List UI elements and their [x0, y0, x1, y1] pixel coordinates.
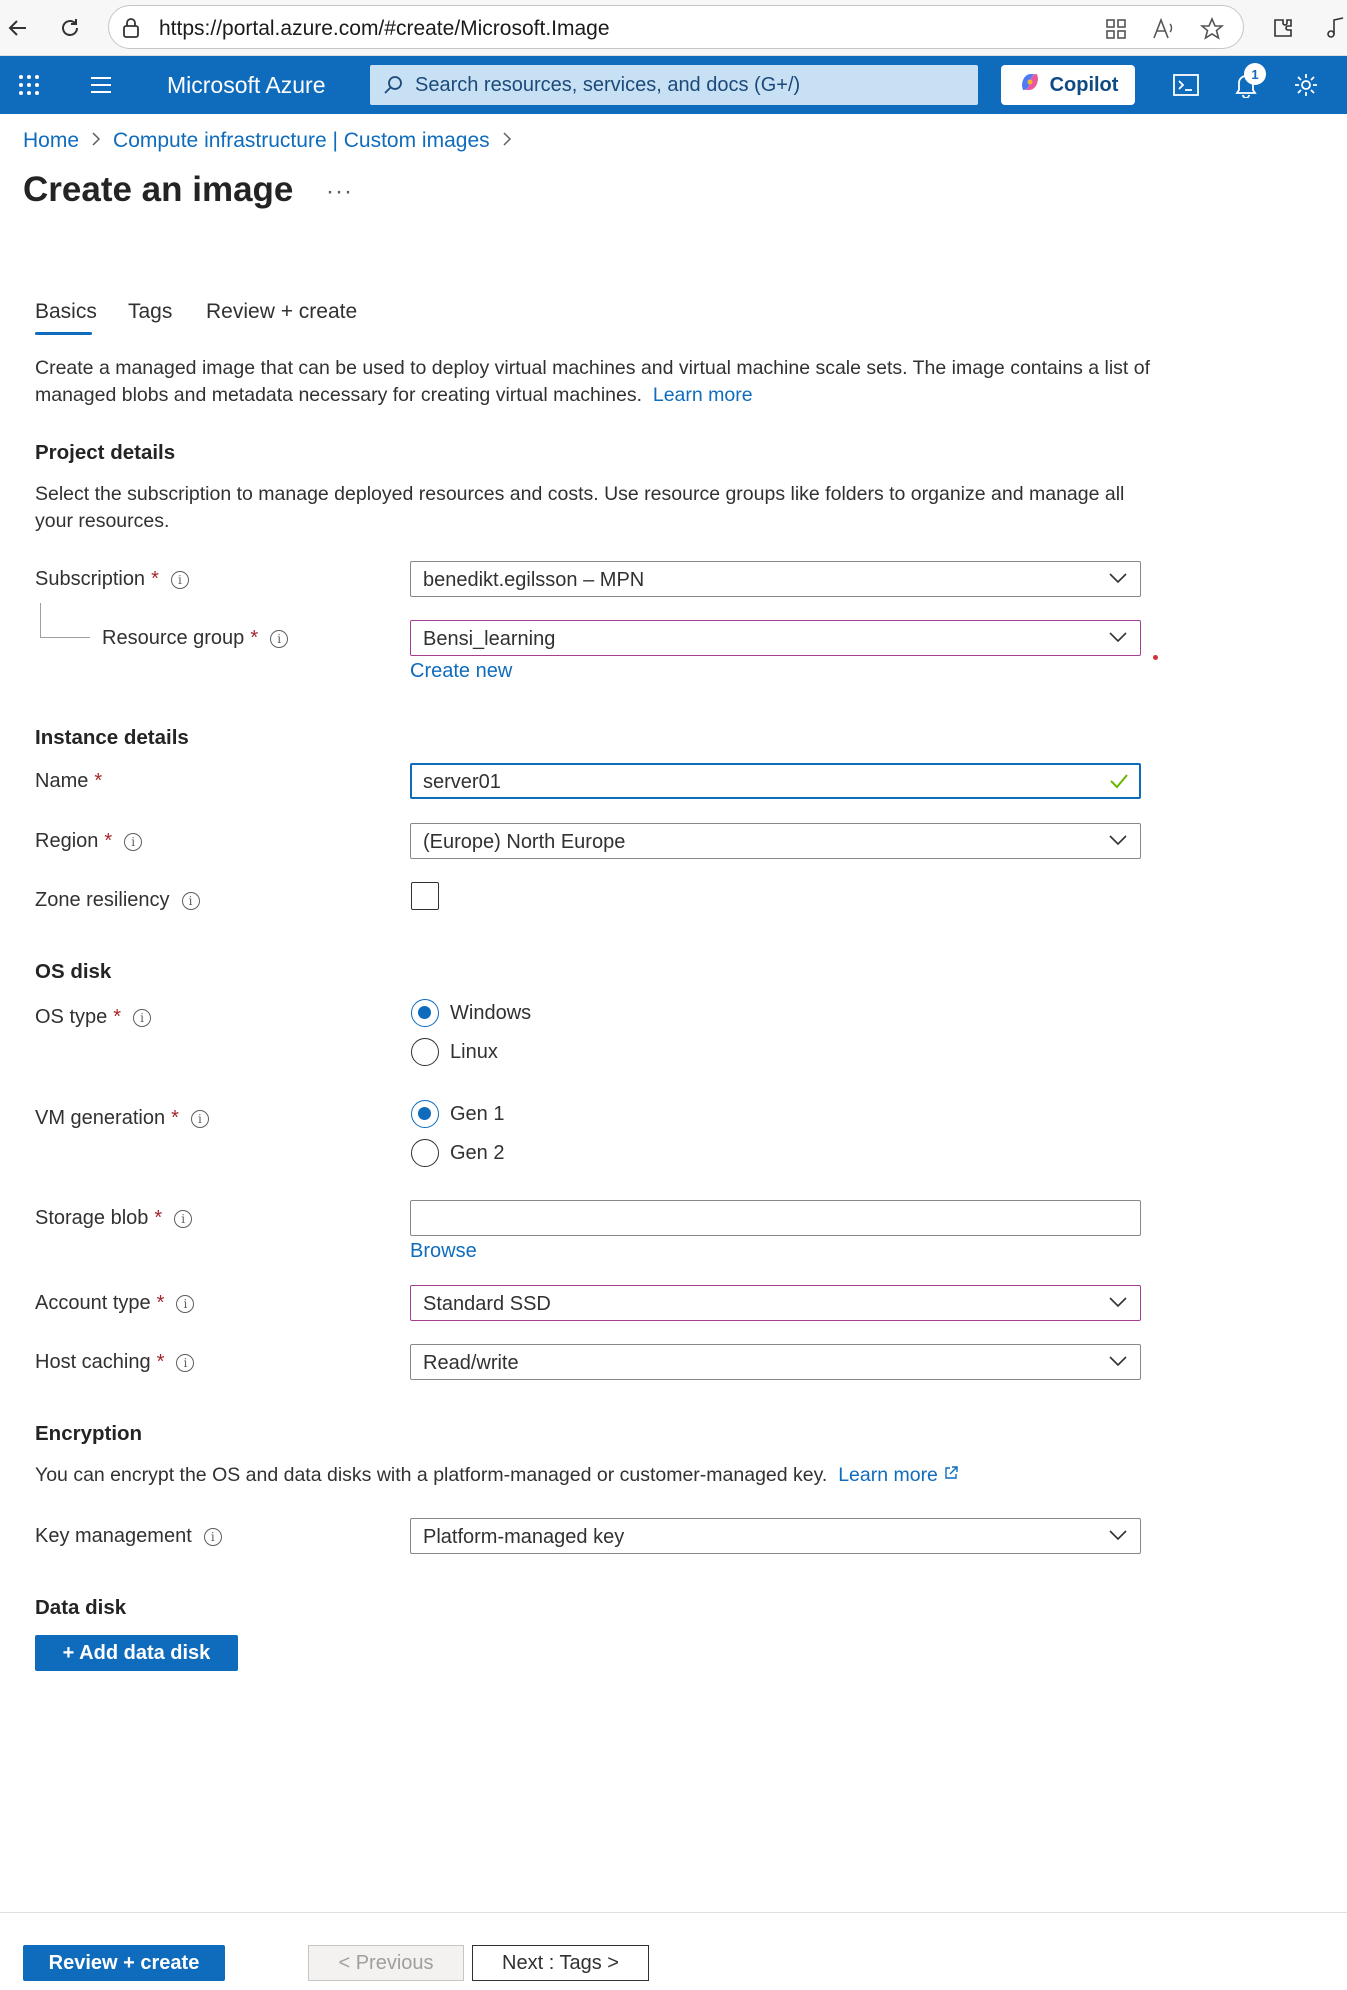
url-text: https://portal.azure.com/#create/Microsoft.Image — [159, 17, 610, 40]
breadcrumb — [23, 129, 512, 153]
os-type-label — [35, 1006, 151, 1029]
host-caching-value: Read/write — [423, 1352, 519, 1374]
key-management-dropdown[interactable] — [410, 1518, 1141, 1554]
copilot-label: Copilot — [1049, 73, 1119, 96]
account-type-label-text: Account type — [35, 1292, 151, 1314]
browse-link[interactable]: Browse — [410, 1240, 477, 1262]
account-type-value: Standard SSD — [423, 1293, 551, 1315]
name-value: server01 — [423, 771, 501, 793]
info-icon[interactable]: i — [270, 630, 288, 648]
encryption-text: You can encrypt the OS and data disks with a platform-managed or customer-managed key. — [35, 1464, 828, 1486]
project-description: Select the subscription to manage deployed resources and costs. Use resource groups like folders to organize and manage all your resources. — [35, 483, 1125, 532]
subscription-value: benedikt.egilsson – MPN — [423, 569, 645, 591]
encryption-heading: Encryption — [35, 1422, 143, 1445]
browser-toolbar — [0, 0, 1347, 56]
refresh-icon[interactable] — [52, 10, 88, 46]
hamburger-menu-icon[interactable] — [85, 69, 117, 101]
chevron-down-icon — [1108, 1295, 1128, 1314]
storage-blob-label-text: Storage blob — [35, 1207, 149, 1229]
resource-group-value: Bensi_learning — [423, 628, 556, 650]
os-windows-label[interactable]: Windows — [450, 1002, 532, 1024]
os-linux-label[interactable]: Linux — [450, 1041, 498, 1063]
key-management-label — [35, 1525, 222, 1548]
app-launcher-icon[interactable] — [13, 69, 45, 101]
lock-icon — [121, 17, 141, 44]
intro-text: Create a managed image that can be used to deploy virtual machines and virtual machine scale sets. The image contains a list of managed blobs and metadata necessary for creating virtual machines. — [35, 357, 1151, 406]
favorite-star-icon[interactable] — [1198, 15, 1226, 43]
vm-gen2-label[interactable]: Gen 2 — [450, 1142, 505, 1164]
brand-title[interactable]: Microsoft Azure — [167, 72, 326, 98]
resource-group-dropdown[interactable] — [410, 620, 1141, 656]
apps-icon[interactable] — [1102, 15, 1130, 43]
vm-generation-label-text: VM generation — [35, 1107, 166, 1129]
key-management-label-text: Key management — [35, 1525, 192, 1547]
required-marker: * — [154, 1207, 163, 1229]
vm-gen1-radio[interactable] — [411, 1100, 439, 1128]
region-label — [35, 830, 142, 853]
required-marker: * — [151, 568, 159, 590]
info-icon[interactable]: i — [176, 1354, 194, 1372]
resource-group-label — [102, 627, 288, 650]
required-marker: * — [94, 770, 103, 792]
settings-gear-icon[interactable] — [1290, 69, 1322, 101]
required-marker: * — [171, 1107, 179, 1129]
key-management-value: Platform-managed key — [423, 1526, 625, 1548]
instance-details-heading: Instance details — [35, 726, 189, 749]
search-icon — [382, 74, 404, 101]
vm-gen1-label[interactable]: Gen 1 — [450, 1103, 505, 1125]
info-icon[interactable]: i — [171, 571, 189, 589]
music-icon[interactable] — [1322, 10, 1347, 46]
name-input[interactable] — [410, 763, 1141, 799]
info-icon[interactable]: i — [124, 833, 142, 851]
tab-tags[interactable]: Tags — [128, 300, 173, 323]
vm-gen2-radio[interactable] — [411, 1139, 439, 1167]
vm-generation-label — [35, 1107, 209, 1130]
os-linux-radio[interactable] — [411, 1038, 439, 1066]
required-marker: * — [156, 1351, 165, 1373]
page-title: Create an image — [23, 170, 294, 209]
chevron-down-icon — [1108, 1354, 1128, 1373]
address-bar[interactable] — [108, 5, 1244, 49]
validation-dot — [1153, 655, 1158, 660]
host-caching-dropdown[interactable] — [410, 1344, 1141, 1380]
global-search-input[interactable] — [370, 65, 978, 105]
info-icon[interactable]: i — [133, 1009, 151, 1027]
breadcrumb-custom-images[interactable]: Compute infrastructure | Custom images — [113, 129, 490, 152]
host-caching-label-text: Host caching — [35, 1351, 151, 1373]
tree-connector — [40, 603, 90, 638]
tab-basics[interactable]: Basics — [35, 300, 97, 323]
encryption-description — [35, 1462, 1155, 1489]
intro-description — [35, 355, 1155, 409]
chevron-down-icon — [1108, 630, 1128, 649]
info-icon[interactable]: i — [176, 1295, 194, 1313]
account-type-label — [35, 1292, 194, 1315]
info-icon[interactable]: i — [182, 892, 200, 910]
previous-button[interactable]: < Previous — [308, 1945, 464, 1981]
required-marker: * — [104, 830, 113, 852]
cloud-shell-icon[interactable] — [1170, 69, 1202, 101]
name-label — [35, 770, 102, 793]
required-marker: * — [113, 1006, 122, 1028]
read-aloud-icon[interactable] — [1150, 15, 1178, 43]
active-tab-indicator — [35, 332, 92, 335]
resource-group-label-text: Resource group — [102, 627, 245, 649]
region-label-text: Region — [35, 830, 99, 852]
search-placeholder: Search resources, services, and docs (G+/) — [415, 74, 801, 96]
external-link-icon[interactable] — [943, 1464, 959, 1486]
chevron-right-icon — [502, 129, 512, 153]
more-options-icon[interactable]: ··· — [326, 178, 353, 205]
zone-resiliency-label-text: Zone resiliency — [35, 889, 170, 911]
required-marker: * — [156, 1292, 165, 1314]
chevron-down-icon — [1108, 571, 1128, 590]
name-label-text: Name — [35, 770, 89, 792]
copilot-button[interactable] — [1001, 65, 1135, 105]
data-disk-heading: Data disk — [35, 1596, 127, 1619]
chevron-down-icon — [1108, 833, 1128, 852]
storage-blob-input[interactable] — [410, 1200, 1141, 1236]
account-type-dropdown[interactable] — [410, 1285, 1141, 1321]
zone-resiliency-label — [35, 889, 200, 912]
chevron-down-icon — [1108, 1528, 1128, 1547]
region-value: (Europe) North Europe — [423, 831, 626, 853]
review-create-button[interactable]: Review + create — [23, 1945, 225, 1981]
subscription-label — [35, 568, 189, 591]
os-disk-heading: OS disk — [35, 960, 112, 983]
extensions-icon[interactable] — [1265, 10, 1301, 46]
info-icon[interactable]: i — [191, 1110, 209, 1128]
back-icon[interactable] — [0, 10, 36, 46]
next-tags-button[interactable]: Next : Tags > — [472, 1945, 649, 1981]
copilot-icon — [1018, 70, 1042, 100]
subscription-label-text: Subscription — [35, 568, 146, 590]
project-details-heading: Project details — [35, 441, 176, 464]
valid-check-icon — [1109, 772, 1129, 795]
breadcrumb-home[interactable]: Home — [23, 129, 80, 152]
notification-count-badge: 1 — [1244, 63, 1266, 85]
storage-blob-label — [35, 1207, 192, 1230]
footer-divider — [0, 1912, 1347, 1913]
zone-resiliency-checkbox[interactable] — [411, 882, 439, 910]
region-dropdown[interactable] — [410, 823, 1141, 859]
os-type-label-text: OS type — [35, 1006, 108, 1028]
info-icon[interactable]: i — [204, 1528, 222, 1546]
create-new-link[interactable]: Create new — [410, 660, 513, 682]
host-caching-label — [35, 1351, 194, 1374]
azure-top-bar — [0, 56, 1347, 114]
required-marker: * — [250, 627, 259, 649]
subscription-dropdown[interactable] — [410, 561, 1141, 597]
info-icon[interactable]: i — [174, 1210, 192, 1228]
learn-more-link[interactable]: Learn more — [652, 384, 753, 406]
encryption-learn-more-link[interactable]: Learn more — [838, 1464, 938, 1486]
chevron-right-icon — [91, 129, 101, 153]
tab-review-create[interactable]: Review + create — [206, 300, 358, 323]
add-data-disk-button[interactable]: + Add data disk — [35, 1635, 238, 1671]
os-windows-radio[interactable] — [411, 999, 439, 1027]
